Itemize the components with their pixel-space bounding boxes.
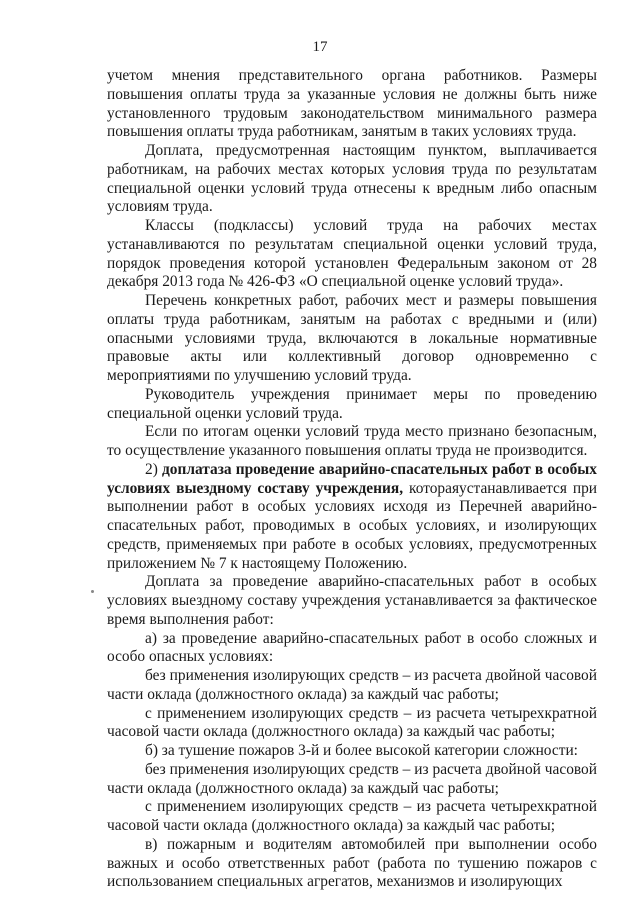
paragraph-subitem-v: в) пожарным и водителям автомобилей при выполнении особо важных и особо ответственных работ (работа по тушению пожаров с использованием специальных агрегатов, механизмов и изолирующих — [107, 835, 597, 891]
margin-dot-mark — [91, 590, 94, 593]
item-2-text: котораяустанавливается при выполнении работ в особых условиях исходя из Перечней аварийно-спасательных работ, проводимых в особых условиях, и изолирующих средств, применяемых при работе в особых условиях, предусмотренных приложением № 7 к настоящему Положению. — [107, 479, 598, 572]
paragraph-a-with-isolating: с применением изолирующих средств – из расчета четырехкратной часовой части оклада (должностного оклада) за каждый час работы; — [107, 704, 597, 741]
paragraph-subitem-a: а) за проведение аварийно-спасательных работ в особо сложных и особо опасных условиях: — [107, 629, 597, 666]
paragraph-surcharge-eligibility: Доплата, предусмотренная настоящим пунктом, выплачивается работникам, на рабочих местах которых условия труда по результатам специальной оценки условий труда отнесены к вредным либо опасным условиям труда. — [107, 142, 597, 216]
paragraph-item-2 — [107, 461, 597, 574]
paragraph-b-without-isolating: без применения изолирующих средств – из расчета двойной часовой части оклада (должностного оклада) за каждый час работы; — [107, 760, 597, 797]
item-2-bold-heading: доплатаза проведение аварийно-спасательных работ в особых условиях выездному составу учреждения, — [107, 460, 597, 497]
item-2-number: 2) — [145, 460, 158, 478]
paragraph-safe-workplace: Если по итогам оценки условий труда место признано безопасным, то осуществление указанного повышения оплаты труда не производится. — [107, 423, 597, 459]
paragraph-subitem-b: б) за тушение пожаров 3-й и более высокой категории сложности: — [145, 742, 578, 759]
paragraph-working-conditions-classes: Классы (подклассы) условий труда на рабочих местах устанавливаются по результатам специальной оценки условий труда, порядок проведения которой установлен Федеральным законом от 28 декабря 2013 года № 426-ФЗ «О специальной оценке условий труда». — [107, 217, 597, 291]
paragraph-head-of-institution: Руководитель учреждения принимает меры по проведению специальной оценки условий труда. — [107, 385, 597, 422]
paragraph-b-with-isolating: с применением изолирующих средств – из расчета четырехкратной часовой части оклада (должностного оклада) за каждый час работы; — [107, 798, 597, 834]
document-body — [107, 67, 597, 892]
paragraph-continuation: учетом мнения представительного органа работников. Размеры повышения оплаты труда за указанные условия не должны быть ниже установленного трудовым законодательством минимального размера повышения оплаты труда работникам, занятым в таких условиях труда. — [107, 67, 597, 141]
page-number: 17 — [312, 39, 328, 55]
paragraph-list-of-works: Перечень конкретных работ, рабочих мест и размеры повышения оплаты труда работникам, занятым на работах с вредными и (или) опасными условиями труда, включаются в локальные нормативные правовые акты или коллективный договор одновременно с мероприятиями по улучшению условий труда. — [107, 292, 597, 384]
paragraph-rescue-surcharge: Доплата за проведение аварийно-спасательных работ в особых условиях выездному составу учреждения устанавливается за фактическое время выполнения работ: — [107, 573, 597, 628]
paragraph-a-without-isolating: без применения изолирующих средств – из расчета двойной часовой части оклада (должностного оклада) за каждый час работы; — [107, 667, 597, 703]
